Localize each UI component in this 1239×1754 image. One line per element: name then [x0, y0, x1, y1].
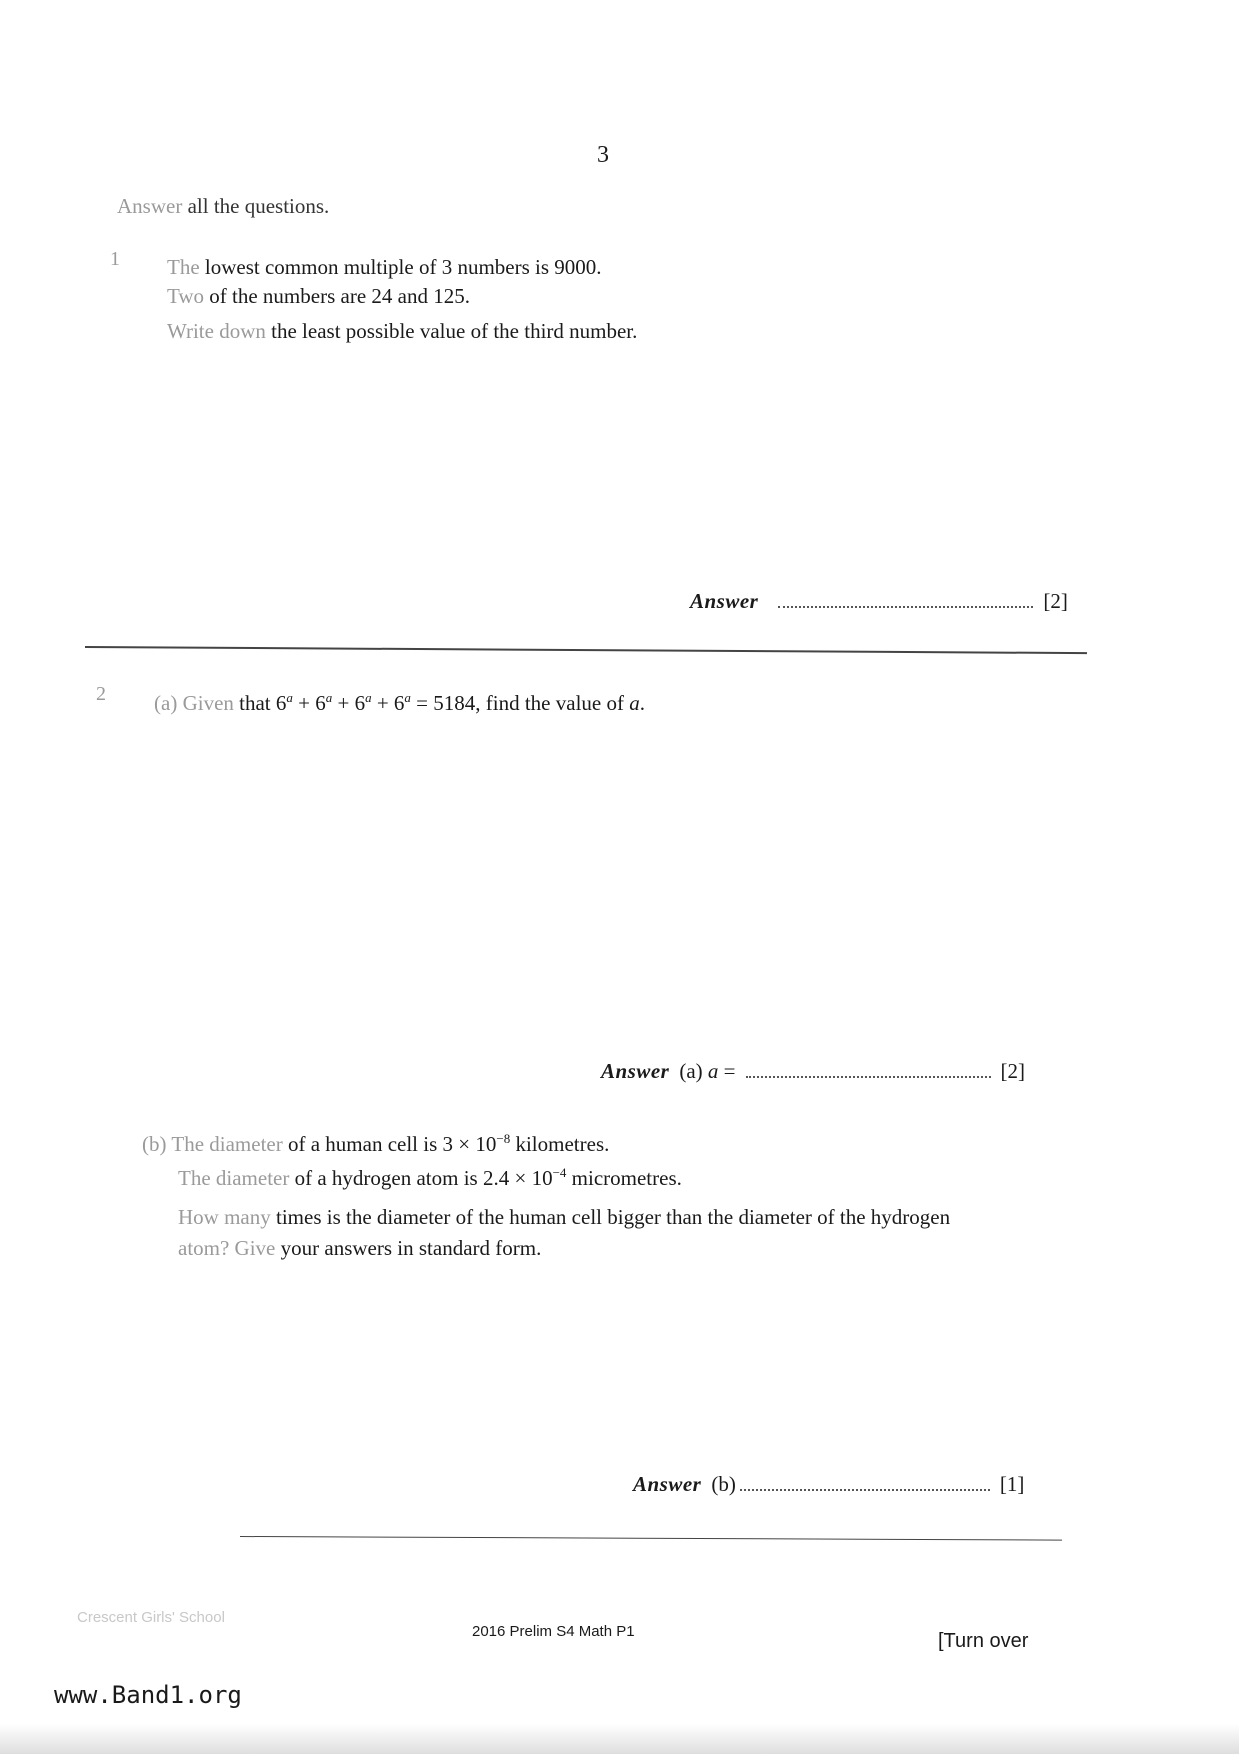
marks-label: [1] [999, 1472, 1025, 1496]
question-2b-line-3 [178, 1205, 950, 1230]
term-3-base: 6 [354, 691, 366, 715]
term-1-exp: a [286, 690, 293, 705]
answer-label: Answer [690, 589, 759, 613]
q2b-line4-text: your answers in standard form. [275, 1236, 542, 1260]
question-2b-line-2 [178, 1165, 682, 1191]
q2b-line2-post: micrometres. [566, 1166, 682, 1190]
answer-1-blank[interactable] [778, 592, 1033, 608]
question-1-line-2 [167, 284, 470, 309]
question-1-number: 1 [110, 248, 120, 270]
answer-b-prefix: (b) [711, 1472, 736, 1496]
q2b-line1-exp: −8 [496, 1131, 511, 1146]
q2b-line2-faded: The diameter [178, 1166, 290, 1190]
q2a-faded: Given [182, 691, 234, 715]
plus-3: + [371, 691, 394, 715]
term-2-base: 6 [315, 691, 326, 715]
q2b-line3-text: times is the diameter of the human cell bigger than the diameter of the hydrogen [270, 1205, 951, 1229]
footer-turn-over: [Turn over [938, 1630, 1029, 1652]
answer-label: Answer [601, 1059, 670, 1083]
q2b-line1-pre: of a human cell is 3 × 10 [282, 1132, 497, 1156]
term-1-base: 6 [275, 691, 287, 715]
q1-line3-faded: Write down [167, 319, 266, 343]
question-1-line-3 [167, 319, 637, 344]
instruction-faded: Answer [117, 194, 183, 218]
watermark-url: www.Band1.org [54, 1681, 242, 1709]
q1-line1-text: lowest common multiple of 3 numbers is 9000. [199, 255, 602, 279]
variable-a: a [629, 691, 640, 715]
answer-2b-blank[interactable] [740, 1475, 990, 1491]
plus-2: + [332, 691, 355, 715]
question-2b-line-1 [142, 1131, 609, 1157]
answer-a-prefix: (a) a = [679, 1059, 736, 1083]
q1-line2-faded: Two [167, 284, 205, 308]
instruction-rest: all the questions. [182, 194, 330, 218]
q2b-line1-faded: The diameter [171, 1132, 283, 1156]
q2b-line2-exp: −4 [552, 1165, 567, 1180]
q2a-label: (a) [154, 691, 178, 715]
term-3-exp: a [365, 690, 372, 705]
term-2-exp: a [325, 690, 333, 705]
scan-shadow [0, 1724, 1239, 1754]
footer-school: Crescent Girls' School [77, 1609, 225, 1626]
q2b-line4-faded: atom? Give [178, 1236, 276, 1260]
equals-value: = 5184, find the value of [410, 691, 630, 715]
q2b-line1-post: kilometres. [510, 1132, 610, 1156]
question-2-number: 2 [96, 683, 106, 705]
section-divider [85, 646, 1087, 654]
page-number: 3 [597, 142, 609, 168]
q1-line2-text: of the numbers are 24 and 125. [204, 284, 470, 308]
section-divider [240, 1536, 1062, 1541]
footer-exam-title: 2016 Prelim S4 Math P1 [472, 1623, 635, 1640]
q2b-label: (b) [142, 1132, 167, 1156]
question-2b-line-4 [178, 1236, 541, 1261]
q2b-line3-faded: How many [178, 1205, 271, 1229]
question-2b-answer-row [633, 1472, 1024, 1497]
question-1-answer-row [690, 589, 1068, 614]
answer-label: Answer [633, 1472, 702, 1496]
plus-1: + [292, 691, 316, 715]
question-2a-answer-row [601, 1059, 1025, 1084]
period: . [639, 691, 645, 715]
question-1-line-1 [167, 255, 602, 280]
marks-label: [2] [1043, 589, 1068, 613]
marks-label: [2] [1000, 1059, 1026, 1083]
instruction-text [117, 194, 329, 219]
q1-line1-faded: The [167, 255, 200, 279]
term-4-exp: a [404, 690, 411, 705]
term-4-base: 6 [393, 691, 405, 715]
q2b-line2-pre: of a hydrogen atom is 2.4 × 10 [289, 1166, 553, 1190]
question-2a-text [154, 690, 645, 716]
q2a-that: that [233, 691, 276, 715]
q1-line3-text: the least possible value of the third number. [265, 319, 638, 343]
answer-2a-blank[interactable] [746, 1062, 991, 1078]
